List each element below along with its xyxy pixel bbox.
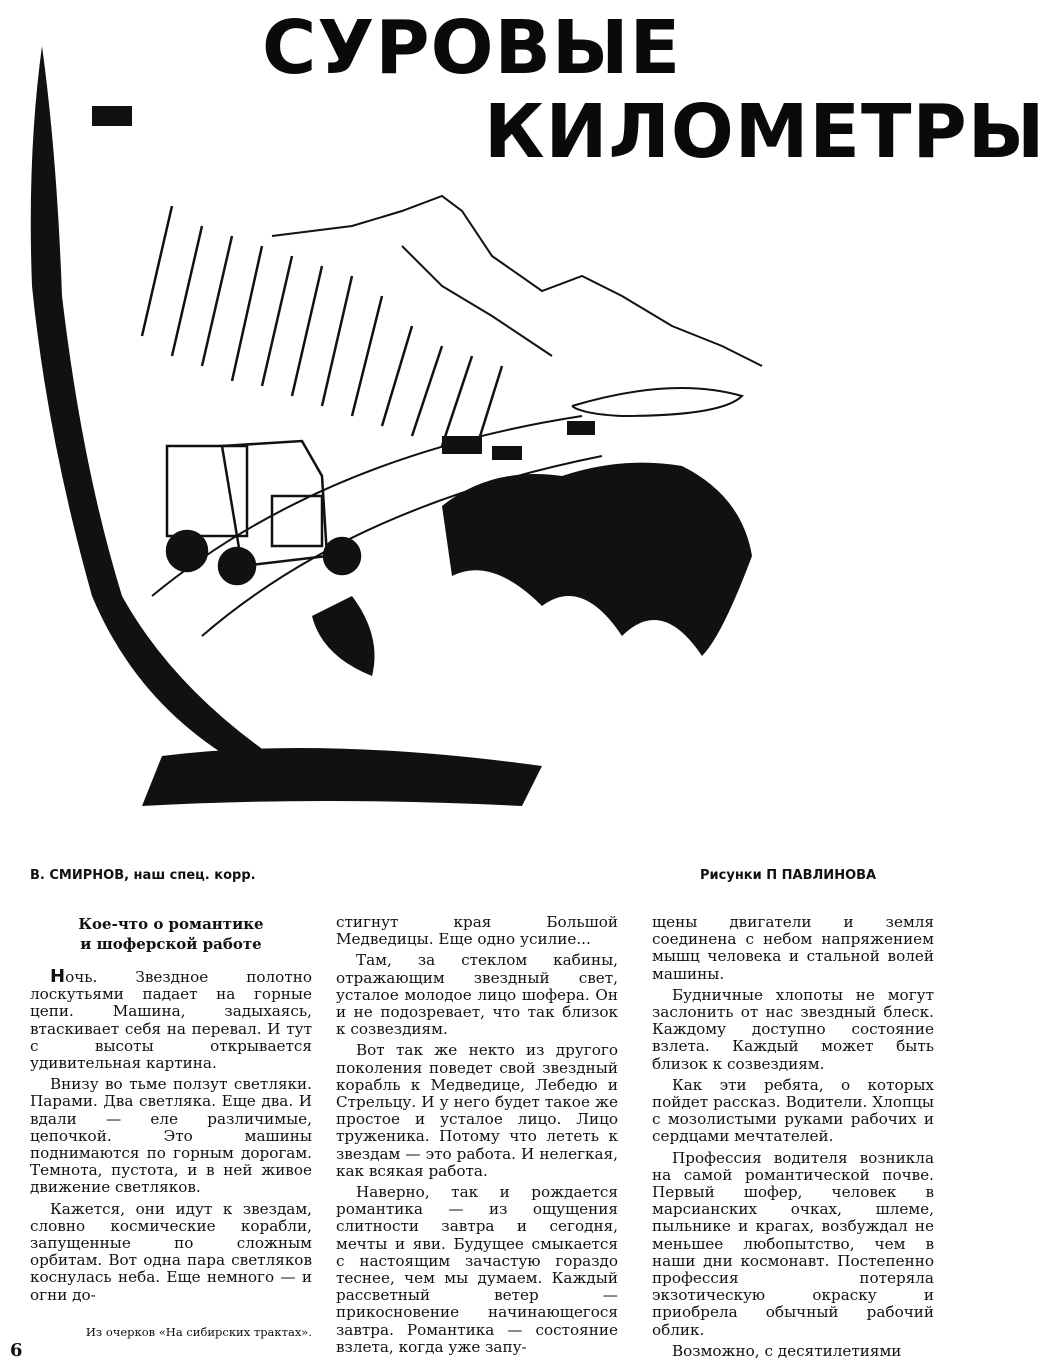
drop-cap: Н	[50, 966, 66, 987]
subheading-line-2: и шоферской работе	[80, 935, 262, 953]
paragraph: щены двигатели и земля соединена с небом напряжением мышц человека и стальной волей машины.	[652, 913, 934, 983]
paragraph: Будничные хлопоты не могут заслонить от нас звездный блеск. Каждому доступно состояние взлета. Каждый может быть близок к созвездиям.	[652, 985, 934, 1073]
paragraph: Профессия водителя возникла на самой романтической почве. Первый шофер, человек в марсианских очках, шлеме, пыльнике и крагах, возбуждал не меньшее любопытство, чем в наши дни космонавт. Постепенно профессия потеряла экзотическую окраску и приобрела обычный рабочий облик.	[652, 1148, 934, 1339]
paragraph: Вот так же некто из другого поколения поведет свой звездный корабль к Медведице, Лебедю и Стрельцу. И у него будет такое же простое и усталое лицо. Лицо труженика. Потому что лететь к звездам — это работа. И нелегкая, как всякая работа.	[336, 1041, 618, 1180]
paragraph: Внизу во тьме ползут светляки. Парами. Два светляка. Еще два. И вдали — еле различимые, цепочкой. Это машины поднимаются по горным дорогам. Темнота, пустота, и в ней живое движение светляков.	[30, 1075, 312, 1197]
paragraph: Там, за стеклом кабины, отражающим звездный свет, усталое молодое лицо шофера. Он и не подозревает, что так близок к созвездиям.	[336, 951, 618, 1039]
paragraph: Наверно, так и рождается романтика — из ощущения слитности завтра и сегодня, мечты и яви. Будущее смыкается с настоящим зачастую гораздо теснее, чем мы думаем. Каждый рассветный ветер — прикосновение начинающегося завтра. Романтика — состояние взлета, когда уже запу-	[336, 1183, 618, 1356]
paragraph: Ночь. Звездное полотно лоскутьями падает на горные цепи. Машина, задыхаясь, втаскивает себя на перевал. И тут с высоты открывается удивительная картина.	[30, 966, 312, 1073]
title-line-1: СУРОВЫЕ	[262, 5, 682, 91]
source-note: Из очерков «На сибирских трактах».	[85, 1324, 312, 1339]
title-line-2: КИЛОМЕТРЫ	[484, 89, 1045, 175]
subheading-line-1: Кое-что о романтике	[78, 915, 264, 933]
paragraph: стигнут края Большой Медведицы. Еще одно усилие...	[336, 913, 618, 949]
column-2	[336, 914, 618, 1360]
page-number: 6	[10, 1340, 23, 1361]
paragraph: Как эти ребята, о которых пойдет рассказ. Водители. Хлопцы с мозолистыми руками рабочих и сердцами мечтателей.	[652, 1075, 934, 1146]
subheading	[30, 914, 312, 954]
column-1	[30, 914, 312, 1341]
author-byline: В. СМИРНОВ, наш спец. корр.	[30, 868, 256, 883]
column-3	[652, 914, 934, 1364]
paragraph: Кажется, они идут к звездам, словно космические корабли, запущенные по сложным орбитам. Вот одна пара светляков коснулась неба. Еще немного — и огни до-	[30, 1199, 312, 1304]
paragraph: Возможно, с десятилетиями	[672, 1341, 902, 1360]
mountain-road-illustration	[22, 36, 782, 816]
illustrator-credit: Рисунки П ПАВЛИНОВА	[700, 868, 877, 883]
